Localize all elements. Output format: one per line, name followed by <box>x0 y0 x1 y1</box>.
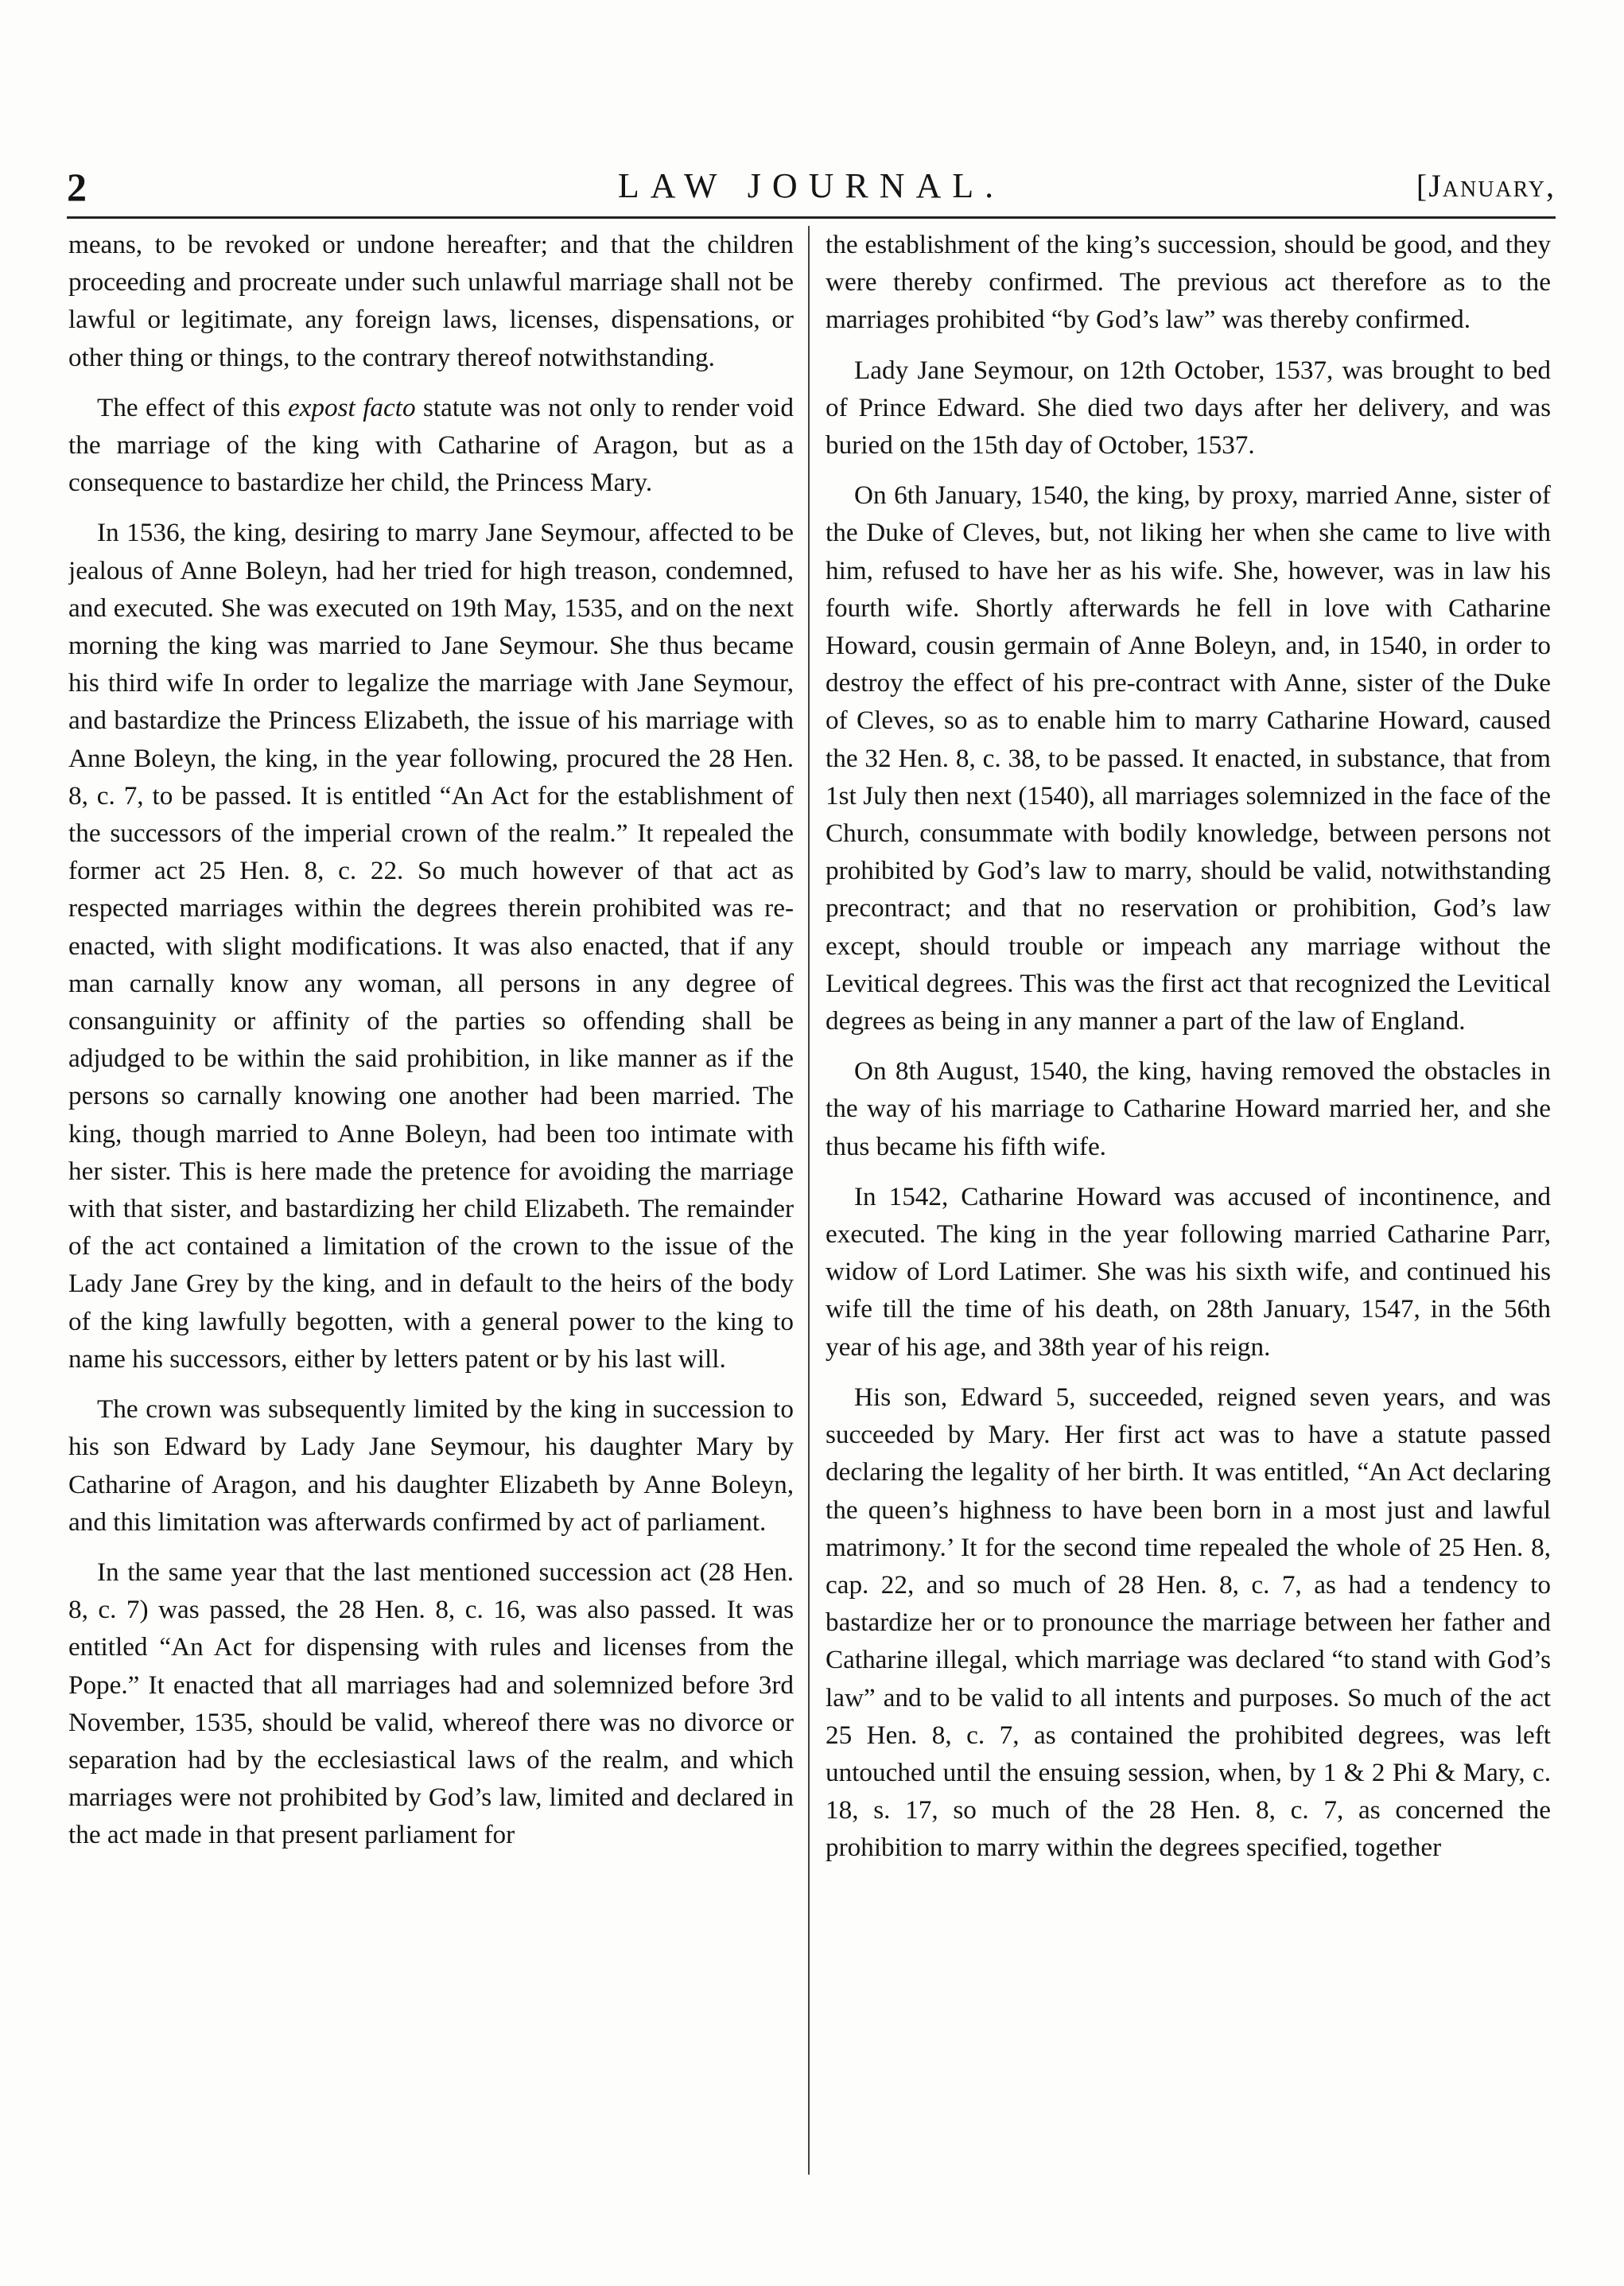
paragraph: In 1542, Catharine Howard was accused of incontinence, and executed. The king in the year following married Catharine Parr, widow of Lord Latimer. She was his sixth wife, and continued his wife till the time of his death, on 28th January, 1547, in the 56th year of his age, and 38th year of his reign. <box>826 1181 1551 1362</box>
paragraph: means, to be revoked or undone hereafter; and that the children proceeding and procreate under such unlawful marriage shall not be lawful or legitimate, any foreign laws, licenses, dispensations, or other thing or things, to the contrary thereof notwithstanding. <box>68 230 794 372</box>
paragraph: On 8th August, 1540, the king, having removed the obstacles in the way of his marriage to Catharine Howard married her, and she thus became his fifth wife. <box>826 1056 1551 1161</box>
paragraph: The effect of this expost facto statute was not only to render void the marriage of the king with Catharine of Aragon, but as a consequence to bastardize her child, the Princess Mary. <box>68 392 794 498</box>
italic-phrase: expost facto <box>287 392 416 422</box>
page-number: 2 <box>67 165 87 209</box>
running-date: [January, <box>1416 168 1556 204</box>
running-title: LAW JOURNAL. <box>617 166 1005 205</box>
column-divider <box>808 226 810 2175</box>
left-column <box>68 226 794 2262</box>
paragraph: Lady Jane Seymour, on 12th October, 1537, was brought to bed of Prince Edward. She died two days after her delivery, and was buried on the 15th day of October, 1537. <box>826 355 1551 461</box>
paragraph: The crown was subsequently limited by the king in succession to his son Edward by Lady Jane Seymour, his daughter Mary by Catharine of Aragon, and his daughter Elizabeth by Anne Boleyn, and this limitation was afterwards confirmed by act of parliament. <box>68 1394 794 1537</box>
page-header <box>67 164 1556 213</box>
right-column <box>826 226 1551 2262</box>
paragraph: His son, Edward 5, succeeded, reigned seven years, and was succeeded by Mary. Her first act was to have a statute passed declaring the legality of her birth. It was entitled, “An Act declaring the queen’s highness to have been born in a most just and lawful matrimony.’ It for the second time repealed the whole of 25 Hen. 8, cap. 22, and so much of 28 Hen. 8, c. 7, as had a tendency to bastardize her or to pronounce the marriage between her father and Catharine illegal, which marriage was declared “to stand with God’s law” and to be valid to all intents and purposes. So much of the act 25 Hen. 8, c. 7, as contained the prohibited degrees, was left untouched until the ensuing session, when, by 1 & 2 Phi & Mary, c. 18, s. 17, so much of the 28 Hen. 8, c. 7, as concerned the prohibition to marry within the degrees specified, together <box>826 1382 1551 1863</box>
paragraph: In the same year that the last mentioned succession act (28 Hen. 8, c. 7) was passed, the 28 Hen. 8, c. 16, was also passed. It was entitled “An Act for dispensing with rules and licenses from the Pope.” It enacted that all marriages had and solemnized before 3rd November, 1535, should be valid, whereof there was no divorce or separation had by the ecclesiastical laws of the realm, and which marriages were not prohibited by God’s law, limited and declared in the act made in that present parliament for <box>68 1557 794 1850</box>
paragraph: the establishment of the king’s succession, should be good, and they were thereby confirmed. The previous act therefore as to the marriages prohibited “by God’s law” was thereby confirmed. <box>826 230 1551 335</box>
paragraph: In 1536, the king, desiring to marry Jane Seymour, affected to be jealous of Anne Boleyn, had her tried for high treason, condemned, and executed. She was executed on 19th May, 1535, and on the next morning the king was married to Jane Seymour. She thus became his third wife In order to legalize the marriage with Jane Seymour, and bastardize the Princess Elizabeth, the issue of his marriage with Anne Boleyn, the king, in the year following, procured the 28 Hen. 8, c. 7, to be passed. It is entitled “An Act for the establishment of the successors of the imperial crown of the realm.” It repealed the former act 25 Hen. 8, c. 22. So much however of that act as respected marriages within the degrees therein prohibited was re-enacted, with slight modifications. It was also enacted, that if any man carnally know any woman, all persons in any degree of consanguinity or affinity of the parties so offending shall be adjudged to be within the said prohibition, in like manner as if the persons so carnally knowing one another had been married. The king, though married to Anne Boleyn, had been too intimate with her sister. This is here made the pretence for avoiding the marriage with that sister, and bastardizing her child Elizabeth. The remainder of the act contained a limitation of the crown to the issue of the Lady Jane Grey by the king, and in default to the heirs of the body of the king lawfully begotten, with a general power to the king to name his successors, either by letters patent or by his last will. <box>68 518 794 1374</box>
paragraph: On 6th January, 1540, the king, by proxy, married Anne, sister of the Duke of Cleves, but, not liking her when she came to live with him, refused to have her as his wife. She, however, was in law his fourth wife. Shortly afterwards he fell in love with Catharine Howard, cousin germain of Anne Boleyn, and, in 1540, in order to destroy the effect of his pre-contract with Anne, sister of the Duke of Cleves, so as to enable him to marry Catharine Howard, caused the 32 Hen. 8, c. 38, to be passed. It enacted, in substance, that from 1st July then next (1540), all marriages solemnized in the face of the Church, consummate with bodily knowledge, between persons not prohibited by God’s law to marry, should be valid, notwithstanding precontract; and that no reservation or prohibition, God’s law except, should trouble or impeach any marriage without the Levitical degrees. This was the first act that recognized the Levitical degrees as being in any manner a part of the law of England. <box>826 480 1551 1036</box>
header-rule <box>67 216 1556 219</box>
